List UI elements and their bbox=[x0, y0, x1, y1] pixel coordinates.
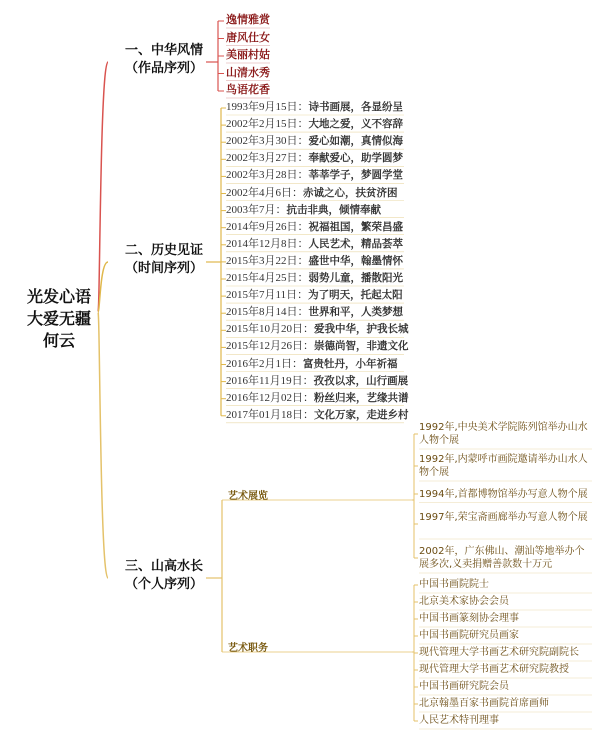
timeline-text: 爱我中华，护我长城 bbox=[314, 323, 409, 336]
timeline-item bbox=[226, 288, 403, 302]
timeline-text: 爱心如潮，真情似海 bbox=[308, 135, 403, 148]
group-label: 艺术职务 bbox=[228, 643, 268, 654]
root-node bbox=[14, 286, 104, 352]
work-item: 逸情雅赏 bbox=[226, 13, 270, 26]
timeline-date: 2015年4月25日： bbox=[226, 272, 309, 284]
timeline-date: 2002年3月30日： bbox=[226, 135, 309, 148]
timeline-text: 赤诚之心，扶贫济困 bbox=[303, 186, 398, 199]
timeline-text: 弱势儿童，播散阳光 bbox=[308, 272, 403, 284]
position-item: 中国书画篆刻协会理事 bbox=[419, 613, 519, 624]
timeline-date: 2016年11月19日： bbox=[226, 374, 314, 387]
work-item: 唐风仕女 bbox=[226, 30, 270, 44]
root-line: 光发心语 bbox=[26, 287, 91, 306]
timeline-item bbox=[226, 271, 403, 285]
timeline-text: 诗书画展，各显纷呈 bbox=[308, 101, 403, 113]
timeline-item bbox=[226, 220, 403, 234]
exhibition-item: 1992年,内蒙呼市画院邀请举办山水人物个展 bbox=[419, 454, 588, 478]
work-item: 鸟语花香 bbox=[226, 83, 270, 96]
branch-subtitle: （时间序列） bbox=[124, 261, 203, 276]
timeline-item bbox=[226, 391, 409, 405]
exhibition-item: 1992年,中央美术学院陈列馆举办山水人物个展 bbox=[419, 422, 588, 446]
root-line: 大爱无疆 bbox=[26, 309, 91, 328]
timeline-date: 2017年01月18日： bbox=[226, 408, 314, 421]
timeline-text: 富贵牡丹，小年祈福 bbox=[303, 357, 398, 370]
timeline-item bbox=[226, 151, 403, 165]
timeline-item bbox=[226, 408, 409, 422]
exhibition-item: 1997年,荣宝斋画廊举办写意人物个展 bbox=[419, 512, 588, 523]
timeline-date: 1993年9月15日： bbox=[226, 101, 309, 113]
timeline-date: 2014年9月26日： bbox=[226, 220, 309, 233]
timeline-text: 粉丝归来，艺缘共谱 bbox=[314, 391, 409, 404]
group-label: 艺术展览 bbox=[228, 491, 268, 502]
timeline-item bbox=[226, 322, 409, 336]
work-item: 山清水秀 bbox=[226, 65, 270, 79]
timeline-date: 2016年12月02日： bbox=[226, 391, 314, 404]
timeline-text: 祝福祖国，繁荣昌盛 bbox=[308, 220, 403, 233]
timeline-text: 世界和平，人类梦想 bbox=[308, 306, 403, 319]
exhibition-item: 2002年，广东佛山、潮汕等地举办个展多次,义卖捐赠善款数十万元 bbox=[419, 546, 585, 570]
timeline-text: 为了明天，托起太阳 bbox=[308, 289, 403, 302]
timeline-date: 2015年3月22日： bbox=[226, 254, 309, 267]
timeline-date: 2002年3月28日： bbox=[226, 169, 309, 182]
position-item: 北京美术家协会会员 bbox=[419, 596, 509, 607]
timeline-item bbox=[226, 305, 403, 319]
root-line: 何云 bbox=[42, 331, 75, 350]
timeline-date: 2015年12月26日： bbox=[226, 340, 314, 353]
timeline-date: 2015年7月11日： bbox=[226, 289, 309, 302]
timeline-item bbox=[226, 374, 408, 388]
timeline-text: 盛世中华，翰墨情怀 bbox=[308, 254, 403, 267]
timeline-date: 2003年7月： bbox=[226, 203, 287, 216]
position-item: 中国书画研究院会员 bbox=[419, 681, 509, 692]
branch-title: 二、历史见证 bbox=[124, 243, 203, 258]
work-item: 美丽村姑 bbox=[226, 48, 270, 61]
timeline-text: 文化万家，走进乡村 bbox=[314, 408, 409, 421]
timeline-date: 2002年4月6日： bbox=[226, 186, 303, 199]
branch-subtitle: （作品序列） bbox=[124, 61, 203, 76]
timeline-date: 2014年12月8日： bbox=[226, 237, 309, 250]
timeline-item bbox=[226, 186, 398, 200]
timeline-text: 抗击非典，倾情奉献 bbox=[286, 203, 381, 216]
position-item: 现代管理大学书画艺术研究院副院长 bbox=[419, 647, 579, 658]
position-item: 现代管理大学书画艺术研究院教授 bbox=[419, 664, 569, 675]
branch-title: 一、中华风情 bbox=[124, 43, 203, 58]
timeline-item bbox=[226, 357, 398, 371]
timeline-date: 2015年8月14日： bbox=[226, 306, 309, 319]
timeline-item bbox=[226, 168, 403, 182]
timeline-date: 2002年2月15日： bbox=[226, 118, 309, 131]
timeline-text: 奉献爱心，助学圆梦 bbox=[308, 152, 403, 165]
branch-title: 三、山高水长 bbox=[124, 559, 203, 574]
timeline-item bbox=[226, 117, 403, 131]
timeline-text: 孜孜以求，山行画展 bbox=[313, 374, 409, 387]
exhibition-item: 1994年,首都博物馆举办写意人物个展 bbox=[419, 488, 588, 500]
position-item: 北京翰墨百家书画院首席画师 bbox=[419, 698, 549, 709]
timeline-item bbox=[226, 339, 409, 353]
timeline-item bbox=[226, 254, 403, 268]
timeline-item bbox=[226, 134, 403, 148]
timeline-date: 2015年10月20日： bbox=[226, 323, 314, 336]
timeline-text: 人民艺术，精品荟萃 bbox=[308, 237, 403, 250]
branch-subtitle: （个人序列） bbox=[124, 577, 203, 592]
timeline-item bbox=[226, 203, 381, 217]
timeline-text: 莘莘学子，梦圆学堂 bbox=[308, 169, 403, 182]
timeline-item bbox=[226, 100, 403, 114]
position-item: 中国书画院院士 bbox=[419, 579, 489, 590]
timeline-text: 崇德尚智，非遗文化 bbox=[314, 340, 409, 353]
position-item: 人民艺术特刊理事 bbox=[419, 715, 499, 726]
position-item: 中国书画院研究员画家 bbox=[419, 630, 519, 641]
timeline-date: 2002年3月27日： bbox=[226, 152, 309, 165]
timeline-text: 大地之爱，义不容辞 bbox=[308, 118, 403, 131]
timeline-item bbox=[226, 237, 403, 251]
timeline-date: 2016年2月1日： bbox=[226, 357, 303, 370]
